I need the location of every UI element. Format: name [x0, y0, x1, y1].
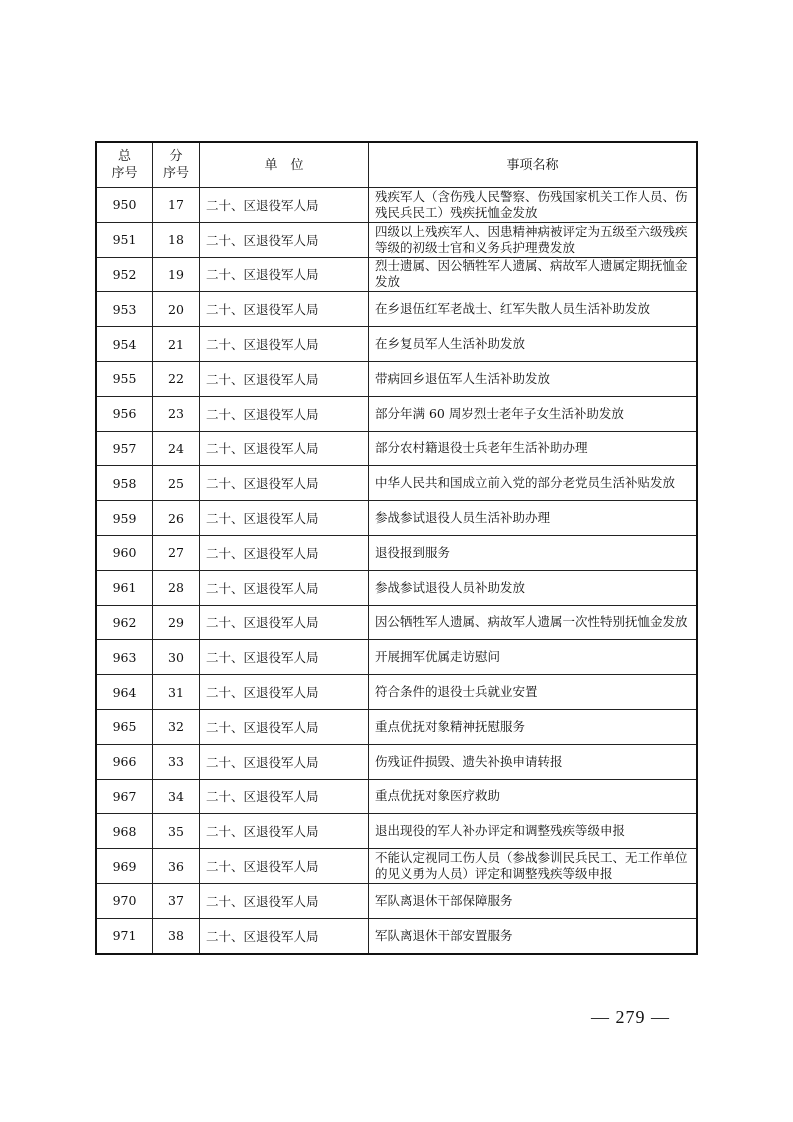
cell-unit: 二十、区退役军人局: [200, 779, 369, 814]
cell-item-name: 中华人民共和国成立前入党的部分老党员生活补贴发放: [369, 466, 698, 501]
cell-unit: 二十、区退役军人局: [200, 292, 369, 327]
table-row: [96, 361, 697, 396]
table-row: [96, 709, 697, 744]
cell-unit: 二十、区退役军人局: [200, 466, 369, 501]
cell-item-name: 退役报到服务: [369, 535, 698, 570]
cell-sub-number: 27: [153, 535, 200, 570]
table-row: [96, 501, 697, 536]
cell-total-number: 950: [96, 188, 153, 223]
cell-total-number: 957: [96, 431, 153, 466]
cell-sub-number: 36: [153, 849, 200, 884]
cell-total-number: 954: [96, 327, 153, 362]
cell-total-number: 963: [96, 640, 153, 675]
cell-total-number: 953: [96, 292, 153, 327]
header-total-line2: 序号: [111, 166, 138, 181]
table-row: [96, 292, 697, 327]
cell-unit: 二十、区退役军人局: [200, 188, 369, 223]
table-row: [96, 396, 697, 431]
cell-item-name: 重点优抚对象医疗救助: [369, 779, 698, 814]
cell-total-number: 956: [96, 396, 153, 431]
header-total-line1: 总: [117, 149, 131, 164]
table-row: [96, 675, 697, 710]
cell-item-name: 在乡退伍红军老战士、红军失散人员生活补助发放: [369, 292, 698, 327]
cell-total-number: 965: [96, 709, 153, 744]
cell-sub-number: 25: [153, 466, 200, 501]
cell-total-number: 966: [96, 744, 153, 779]
cell-total-number: 955: [96, 361, 153, 396]
cell-item-name: 四级以上残疾军人、因患精神病被评定为五级至六级残疾等级的初级士官和义务兵护理费发放: [369, 222, 698, 257]
cell-unit: 二十、区退役军人局: [200, 535, 369, 570]
cell-unit: 二十、区退役军人局: [200, 814, 369, 849]
cell-total-number: 960: [96, 535, 153, 570]
table-row: [96, 222, 697, 257]
cell-unit: 二十、区退役军人局: [200, 570, 369, 605]
cell-sub-number: 28: [153, 570, 200, 605]
table-body: [96, 188, 697, 954]
cell-sub-number: 26: [153, 501, 200, 536]
cell-sub-number: 29: [153, 605, 200, 640]
header-sub-line1: 分: [169, 149, 183, 164]
cell-total-number: 961: [96, 570, 153, 605]
cell-sub-number: 32: [153, 709, 200, 744]
table-row: [96, 535, 697, 570]
cell-sub-number: 38: [153, 918, 200, 953]
cell-item-name: 伤残证件损毁、遗失补换申请转报: [369, 744, 698, 779]
cell-sub-number: 30: [153, 640, 200, 675]
cell-item-name: 部分年满 60 周岁烈士老年子女生活补助发放: [369, 396, 698, 431]
cell-total-number: 967: [96, 779, 153, 814]
cell-unit: 二十、区退役军人局: [200, 918, 369, 953]
cell-unit: 二十、区退役军人局: [200, 849, 369, 884]
cell-sub-number: 19: [153, 257, 200, 292]
table-row: [96, 918, 697, 953]
matters-table: [95, 141, 698, 955]
cell-sub-number: 37: [153, 883, 200, 918]
cell-unit: 二十、区退役军人局: [200, 709, 369, 744]
cell-sub-number: 17: [153, 188, 200, 223]
cell-sub-number: 35: [153, 814, 200, 849]
cell-item-name: 因公牺牲军人遗属、病故军人遗属一次性特别抚恤金发放: [369, 605, 698, 640]
header-unit: 单 位: [200, 142, 369, 188]
cell-item-name: 带病回乡退伍军人生活补助发放: [369, 361, 698, 396]
cell-total-number: 951: [96, 222, 153, 257]
header-total-number: [96, 142, 153, 188]
cell-item-name: 符合条件的退役士兵就业安置: [369, 675, 698, 710]
cell-total-number: 969: [96, 849, 153, 884]
cell-sub-number: 23: [153, 396, 200, 431]
cell-total-number: 952: [96, 257, 153, 292]
cell-total-number: 964: [96, 675, 153, 710]
cell-total-number: 959: [96, 501, 153, 536]
cell-total-number: 958: [96, 466, 153, 501]
cell-unit: 二十、区退役军人局: [200, 605, 369, 640]
table-row: [96, 188, 697, 223]
cell-item-name: 开展拥军优属走访慰问: [369, 640, 698, 675]
table-row: [96, 605, 697, 640]
header-sub-line2: 序号: [162, 166, 189, 181]
cell-sub-number: 22: [153, 361, 200, 396]
cell-sub-number: 24: [153, 431, 200, 466]
table-row: [96, 431, 697, 466]
cell-unit: 二十、区退役军人局: [200, 431, 369, 466]
cell-unit: 二十、区退役军人局: [200, 640, 369, 675]
cell-item-name: 重点优抚对象精神抚慰服务: [369, 709, 698, 744]
cell-total-number: 971: [96, 918, 153, 953]
cell-item-name: 军队离退休干部保障服务: [369, 883, 698, 918]
cell-item-name: 不能认定视同工伤人员（参战参训民兵民工、无工作单位的见义勇为人员）评定和调整残疾等级申报: [369, 849, 698, 884]
table-row: [96, 257, 697, 292]
cell-item-name: 退出现役的军人补办评定和调整残疾等级申报: [369, 814, 698, 849]
cell-unit: 二十、区退役军人局: [200, 257, 369, 292]
header-row: [96, 142, 697, 188]
table-row: [96, 466, 697, 501]
cell-sub-number: 31: [153, 675, 200, 710]
cell-item-name: 参战参试退役人员生活补助办理: [369, 501, 698, 536]
cell-item-name: 军队离退休干部安置服务: [369, 918, 698, 953]
cell-unit: 二十、区退役军人局: [200, 501, 369, 536]
cell-unit: 二十、区退役军人局: [200, 744, 369, 779]
table-row: [96, 744, 697, 779]
cell-item-name: 烈士遗属、因公牺牲军人遗属、病故军人遗属定期抚恤金发放: [369, 257, 698, 292]
cell-total-number: 968: [96, 814, 153, 849]
cell-item-name: 残疾军人（含伤残人民警察、伤残国家机关工作人员、伤残民兵民工）残疾抚恤金发放: [369, 188, 698, 223]
table-row: [96, 814, 697, 849]
table-row: [96, 570, 697, 605]
cell-unit: 二十、区退役军人局: [200, 883, 369, 918]
cell-unit: 二十、区退役军人局: [200, 361, 369, 396]
cell-item-name: 参战参试退役人员补助发放: [369, 570, 698, 605]
cell-unit: 二十、区退役军人局: [200, 222, 369, 257]
table-row: [96, 779, 697, 814]
cell-sub-number: 18: [153, 222, 200, 257]
cell-item-name: 在乡复员军人生活补助发放: [369, 327, 698, 362]
header-sub-number: [153, 142, 200, 188]
cell-unit: 二十、区退役军人局: [200, 327, 369, 362]
cell-total-number: 970: [96, 883, 153, 918]
cell-total-number: 962: [96, 605, 153, 640]
table-row: [96, 640, 697, 675]
table-row: [96, 849, 697, 884]
cell-sub-number: 20: [153, 292, 200, 327]
header-item-name: 事项名称: [369, 142, 698, 188]
cell-unit: 二十、区退役军人局: [200, 396, 369, 431]
cell-sub-number: 34: [153, 779, 200, 814]
table-row: [96, 327, 697, 362]
cell-unit: 二十、区退役军人局: [200, 675, 369, 710]
cell-sub-number: 33: [153, 744, 200, 779]
page-number: — 279 —: [591, 1007, 670, 1027]
cell-item-name: 部分农村籍退役士兵老年生活补助办理: [369, 431, 698, 466]
table-row: [96, 883, 697, 918]
cell-sub-number: 21: [153, 327, 200, 362]
